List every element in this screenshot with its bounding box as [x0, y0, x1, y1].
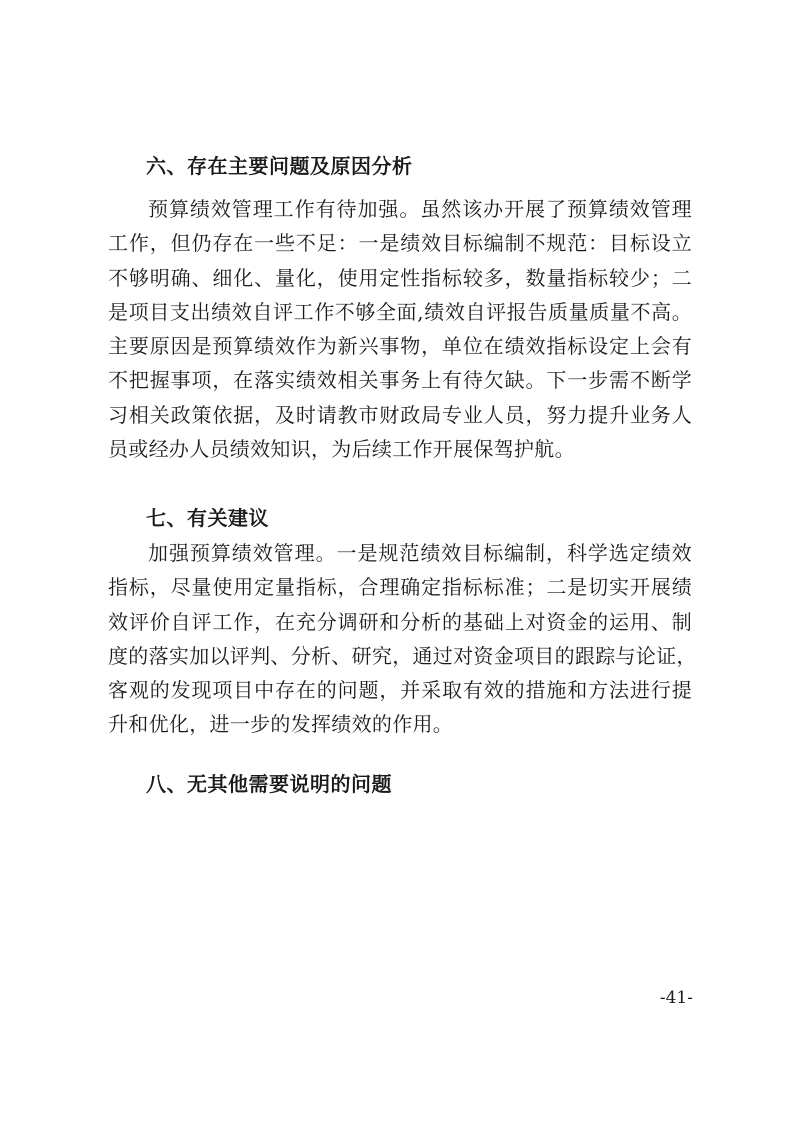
section-8-heading: 八、无其他需要说明的问题: [146, 772, 392, 796]
section-6-paragraph: [108, 192, 692, 466]
paragraph-line: 工作，但仍存在一些不足：一是绩效目标编制不规范：目标设立: [108, 231, 692, 256]
paragraph-line: 效评价自评工作，在充分调研和分析的基础上对资金的运用、制: [108, 609, 692, 634]
paragraph-line: 度的落实加以评判、分析、研究，通过对资金项目的跟踪与论证，: [108, 643, 697, 668]
paragraph-line: 是项目支出绩效自评工作不够全面,绩效自评报告质量质量不高。: [108, 299, 692, 324]
section-6-heading: 六、存在主要问题及原因分析: [146, 154, 413, 178]
section-7-paragraph: [108, 536, 697, 742]
paragraph-line: 不够明确、细化、量化，使用定性指标较多，数量指标较少；二: [108, 265, 692, 290]
page-number: -41-: [659, 988, 693, 1008]
paragraph-line: 主要原因是预算绩效作为新兴事物，单位在绩效指标设定上会有: [108, 334, 692, 359]
paragraph-line: 习相关政策依据，及时请教市财政局专业人员，努力提升业务人: [108, 402, 692, 427]
paragraph-line: 不把握事项，在落实绩效相关事务上有待欠缺。下一步需不断学: [108, 368, 692, 393]
paragraph-line: 员或经办人员绩效知识，为后续工作开展保驾护航。: [108, 437, 575, 462]
paragraph-line: 客观的发现项目中存在的问题，并采取有效的措施和方法进行提: [108, 678, 692, 703]
paragraph-line: 升和优化，进一步的发挥绩效的作用。: [108, 712, 454, 737]
section-7-heading: 七、有关建议: [146, 506, 269, 530]
paragraph-line: 加强预算绩效管理。一是规范绩效目标编制，科学选定绩效: [148, 541, 692, 565]
paragraph-line: 指标，尽量使用定量指标，合理确定指标标准；二是切实开展绩: [108, 575, 692, 600]
paragraph-line: 预算绩效管理工作有待加强。虽然该办开展了预算绩效管理: [148, 197, 692, 221]
